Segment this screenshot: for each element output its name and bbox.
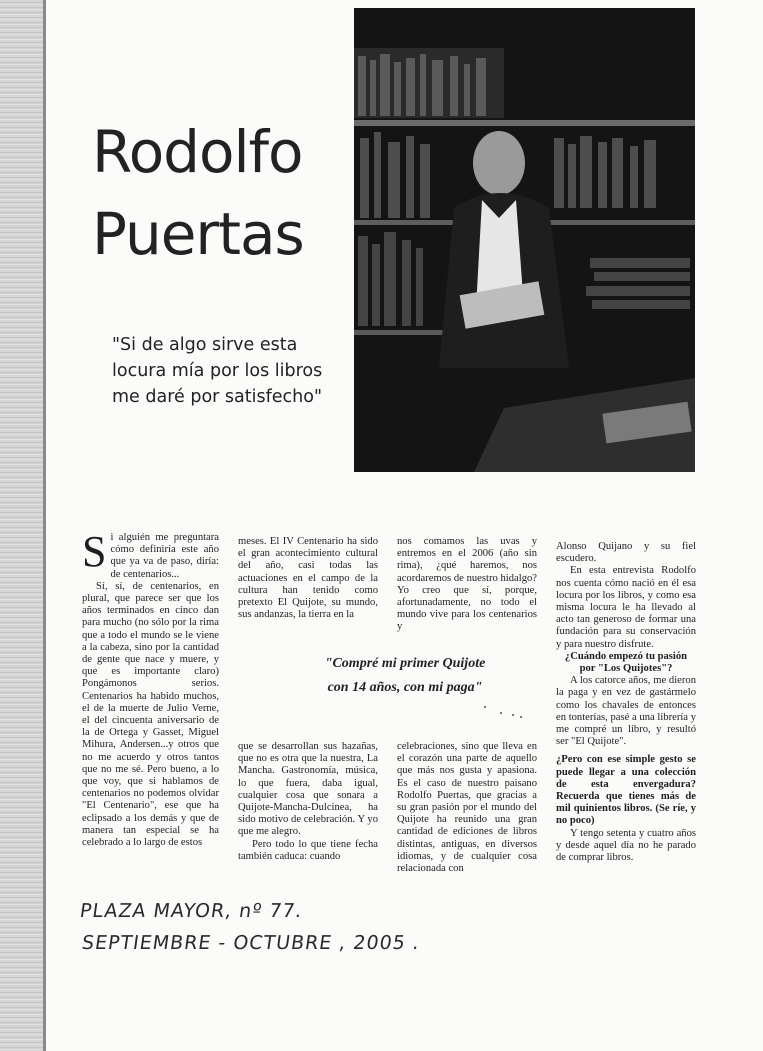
interview-question: ¿Cuándo empezó tu pasión por "Los Quijotes"? <box>564 650 688 675</box>
article-paragraph: Sí, sí, de centenarios, en plural, que parece ser que los años terminados en cinco dan para mucho (no sólo por la rima que a todo el mundo se le viene a la cabeza, sino por la cantidad de gente que nace y muere, y que es importante claro) Pongámonos serios. Centenarios ha habido muchos, el de la muerte de Julio Verne, el del cincuenta aniversario de la de Ortega y Gasset, Miguel Mihura, Andersen...y otros que no me acuerdo y otros tantos que no me sé. Pero bueno, a lo que voy, que si hablamos de centenarios no podemos olvidar "El Centenario", ese que ha eclipsado a los demás y que de manera tan especial se ha celebrado a lo largo de estos <box>82 580 219 849</box>
article-column-4 <box>556 541 696 863</box>
intro-quote: "Si de algo sirve esta locura mía por los libros me daré por satisfecho" <box>112 335 323 407</box>
article-column-3-upper: nos comamos las uvas y entremos en el 2006 (año sin rima), ¿qué haremos, nos acordaremos de nuestro hidalgo? Yo creo que sí, porque, afortunadamente, no todo el mundo vive para los centenarios y <box>397 536 537 633</box>
article-paragraph: que se desarrollan sus hazañas, que no es otra que la nuestra, La Mancha. Gastronomía, música, lo que fuera, daba igual, cualquier cosa que sonara a Quijote-Mancha-Dulcinea, ha sido motivo de celebración. Y yo que me alegro. <box>238 741 378 838</box>
interview-answer: Y tengo setenta y cuatro años y desde aquel día no he parado de comprar libros. <box>556 827 696 864</box>
scan-binding-edge <box>0 0 46 1051</box>
article-column-2-lower <box>238 741 378 863</box>
handwritten-date-note: SEPTIEMBRE - OCTUBRE , 2005 . <box>80 932 422 954</box>
article-column-2-upper: meses. El IV Centenario ha sido el gran acontecimiento cultural del año, casi todas las actuaciones en el campo de la cultura han tenido como pretexto El Quijote, su mundo, sus andanzas, la tierra en la <box>238 536 378 621</box>
opening-paragraph: i alguién me preguntara cómo definiría este año que ya va de paso, diría: de centenarios... <box>110 532 219 580</box>
article-title-first-name: Rodolfo <box>92 117 303 186</box>
pull-quote <box>280 652 530 700</box>
drop-cap: S <box>82 527 107 576</box>
pull-quote-line-1: "Compré mi primer Quijote <box>324 656 486 671</box>
portrait-photo <box>354 8 695 472</box>
article-paragraph: Pero todo lo que tiene fecha también caduca: cuando <box>238 838 378 862</box>
interview-answer: A los catorce años, me dieron la paga y en vez de gastármelo como los chavales de entonces en tonterías, pasé a una librería y me compré un libro, y resultó ser "El Quijote". <box>556 675 696 748</box>
handwritten-source-note: PLAZA MAYOR, nº 77. <box>78 900 305 922</box>
article-column-3-lower: celebraciones, sino que lleva en el corazón una parte de aquello que más nos gusta y apasiona. Es el caso de nuestro paisano Rodolfo Puertas, que gracias a su gran pasión por el mundo del Quijote ha reunido una gran cantidad de ediciones de libros distintas, antiguas, en diversos idiomas, y de cualquier cosa relacionada con <box>397 741 537 875</box>
interview-question: ¿Pero con ese simple gesto se puede llegar a una colección de esta envergadura? Recuerda que tienes más de mil quinientos libros. (Se ríe, y no poco) <box>556 754 696 827</box>
article-paragraph: En esta entrevista Rodolfo nos cuenta cómo nació en él esa locura por los libros, y como esa misma locura le ha llevado al acto tan generoso de formar una fundación para su conservación y para nuestro disfrute. <box>556 565 696 650</box>
article-column-1 <box>82 527 219 849</box>
article-title-last-name: Puertas <box>92 199 304 268</box>
pull-quote-line-2: con 14 años, con mi paga" <box>327 680 483 695</box>
article-paragraph: Alonso Quijano y su fiel escudero. <box>556 541 696 565</box>
